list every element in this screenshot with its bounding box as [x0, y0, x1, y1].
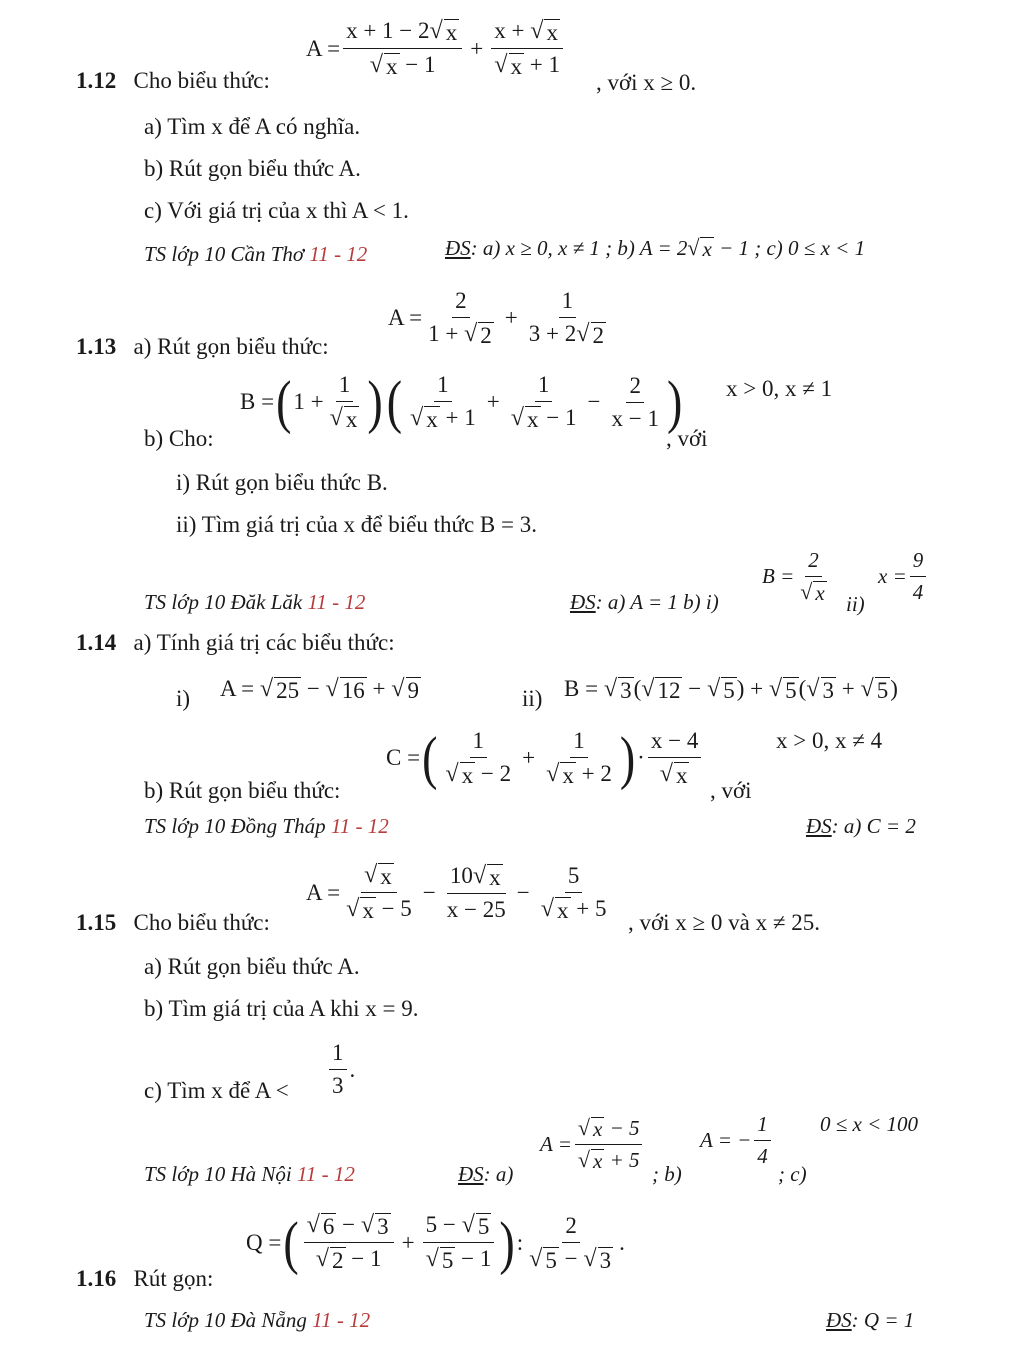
- problem-number: 1.14: [76, 630, 117, 655]
- source-line: [144, 1308, 370, 1333]
- answer-ii-label: ii): [846, 592, 865, 616]
- formula-1-15: A = √ x √ x − 5 − 10 √ x x − 25 − 5 √ x + 5: [306, 861, 607, 924]
- i-label: i): [176, 686, 191, 711]
- source: TS lớp 10 Hà Nội: [144, 1162, 292, 1186]
- formula-1-14-i: A = √ 25 − √ 16 + √ 9: [220, 675, 420, 703]
- answer-label: ĐS: [445, 236, 471, 260]
- source: TS lớp 10 Cần Thơ: [144, 242, 305, 266]
- part-a: a) Rút gọn biểu thức A.: [144, 954, 360, 979]
- part-b: b) Tìm giá trị của A khi x = 9.: [144, 996, 419, 1021]
- problem-intro: a) Rút gọn biểu thức:: [133, 334, 329, 359]
- problem-intro: Cho biểu thức:: [133, 68, 270, 93]
- problem-1-12-header: [76, 68, 270, 94]
- problem-1-14-header: [76, 630, 395, 656]
- source-year: 11 - 12: [312, 1308, 371, 1332]
- source-line: [144, 1162, 355, 1187]
- answer-c: 0 ≤ x < 1: [788, 236, 866, 260]
- formula-1-13-b: B = ( 1 + 1 √ x ) ( 1 √ x + 1 + 1 √ x − 1 − $\frac{2}{x - 1}$ ): [240, 368, 683, 436]
- condition: x > 0, x ≠ 1: [726, 376, 833, 401]
- source: TS lớp 10 Đà Nẵng: [144, 1308, 307, 1332]
- condition: x > 0, x ≠ 4: [776, 728, 883, 753]
- source-line: [144, 590, 365, 615]
- answer-b: A = 2 √ x − 1: [639, 235, 749, 261]
- problem-number: 1.15: [76, 910, 117, 935]
- answer-b-i: B = 2 √ x: [762, 548, 825, 605]
- answer-label: ĐS: [458, 1162, 484, 1186]
- part-i: i) Rút gọn biểu thức B.: [176, 470, 388, 495]
- answer-label: ĐS: [826, 1308, 852, 1332]
- answer-b: A = − $\frac{1}{4}$: [700, 1112, 774, 1169]
- answer-ii: x = $\frac{9}{4}$: [878, 548, 929, 605]
- source-line: [144, 242, 367, 267]
- answer-label: ĐS: [806, 814, 832, 838]
- source-year: 11 - 12: [296, 1162, 355, 1186]
- part-c-fraction: $\frac{1}{3}$ .: [326, 1040, 355, 1099]
- answer-line: ĐS: a) x ≥ 0, x ≠ 1 ; b) A = 2 √ x − 1 ; c) 0 ≤ x < 1: [445, 235, 866, 261]
- answer-c-label: ; c): [778, 1162, 807, 1186]
- source-year: 11 - 12: [330, 814, 389, 838]
- problem-intro: a) Tính giá trị các biểu thức:: [133, 630, 395, 655]
- condition: , với x ≥ 0 và x ≠ 25.: [628, 910, 821, 935]
- answer-line: ĐS: Q = 1: [826, 1308, 915, 1332]
- intro-b: b) Cho:: [144, 426, 214, 451]
- formula-1-16: Q = ( √ 6 − √ 3 √ 2 − 1 + 5 − √ 5 √ 5 − 1 ) : 2 √ 5 − √ 3 .: [246, 1209, 625, 1276]
- answer-line: ĐS: a): [458, 1162, 514, 1186]
- answer-line: ĐS: a) A = 1 b) i): [570, 590, 719, 614]
- answer-a: A = √ x − 5 √ x + 5: [540, 1116, 645, 1173]
- formula-1-14-ii: B = √ 3 ( √ 12 − √ 5 ) + √ 5 ( √ 3 + √ 5 ): [564, 675, 898, 703]
- source-line: [144, 814, 389, 839]
- answer-line: ĐS: a) C = 2: [806, 814, 916, 838]
- source-year: 11 - 12: [307, 590, 366, 614]
- condition-word: , với: [710, 778, 752, 803]
- condition: , với x ≥ 0.: [596, 70, 697, 95]
- answer-b-label: ; b): [652, 1162, 682, 1186]
- answer-a: x ≥ 0, x ≠ 1: [505, 236, 600, 260]
- problem-intro: Rút gọn:: [133, 1266, 214, 1291]
- part-a: a) Tìm x để A có nghĩa.: [144, 114, 361, 139]
- problem-number: 1.13: [76, 334, 117, 359]
- problem-intro: Cho biểu thức:: [133, 910, 270, 935]
- source-year: 11 - 12: [309, 242, 368, 266]
- part-c: c) Với giá trị của x thì A < 1.: [144, 198, 409, 223]
- part-b: b) Rút gọn biểu thức A.: [144, 156, 361, 181]
- part-ii: ii) Tìm giá trị của x để biểu thức B = 3.: [176, 512, 537, 537]
- condition-word: , với: [666, 426, 708, 451]
- intro-b: b) Rút gọn biểu thức:: [144, 778, 341, 803]
- problem-number: 1.16: [76, 1266, 117, 1291]
- answer-label: ĐS: [570, 590, 596, 614]
- problem-1-15-header: [76, 910, 270, 936]
- formula-1-12: A = x + 1 − 2 √ x √ x − 1 + x + √ x √ x + 1: [306, 18, 566, 80]
- problem-1-13-header: [76, 334, 329, 360]
- ii-label: ii): [522, 686, 543, 711]
- part-c: c) Tìm x để A <: [144, 1078, 289, 1103]
- problem-1-16-header: [76, 1266, 213, 1292]
- formula-1-14-b: C = ( 1 √ x − 2 + 1 √ x + 2 ) · x − 4 √ x: [386, 728, 704, 788]
- source: TS lớp 10 Đồng Tháp: [144, 814, 326, 838]
- answer-c: 0 ≤ x < 100: [820, 1112, 919, 1136]
- source: TS lớp 10 Đăk Lăk: [144, 590, 303, 614]
- problem-number: 1.12: [76, 68, 117, 93]
- formula-1-13-a: A = 2 1 + √ 2 + 1 3 + 2 √ 2: [388, 288, 605, 348]
